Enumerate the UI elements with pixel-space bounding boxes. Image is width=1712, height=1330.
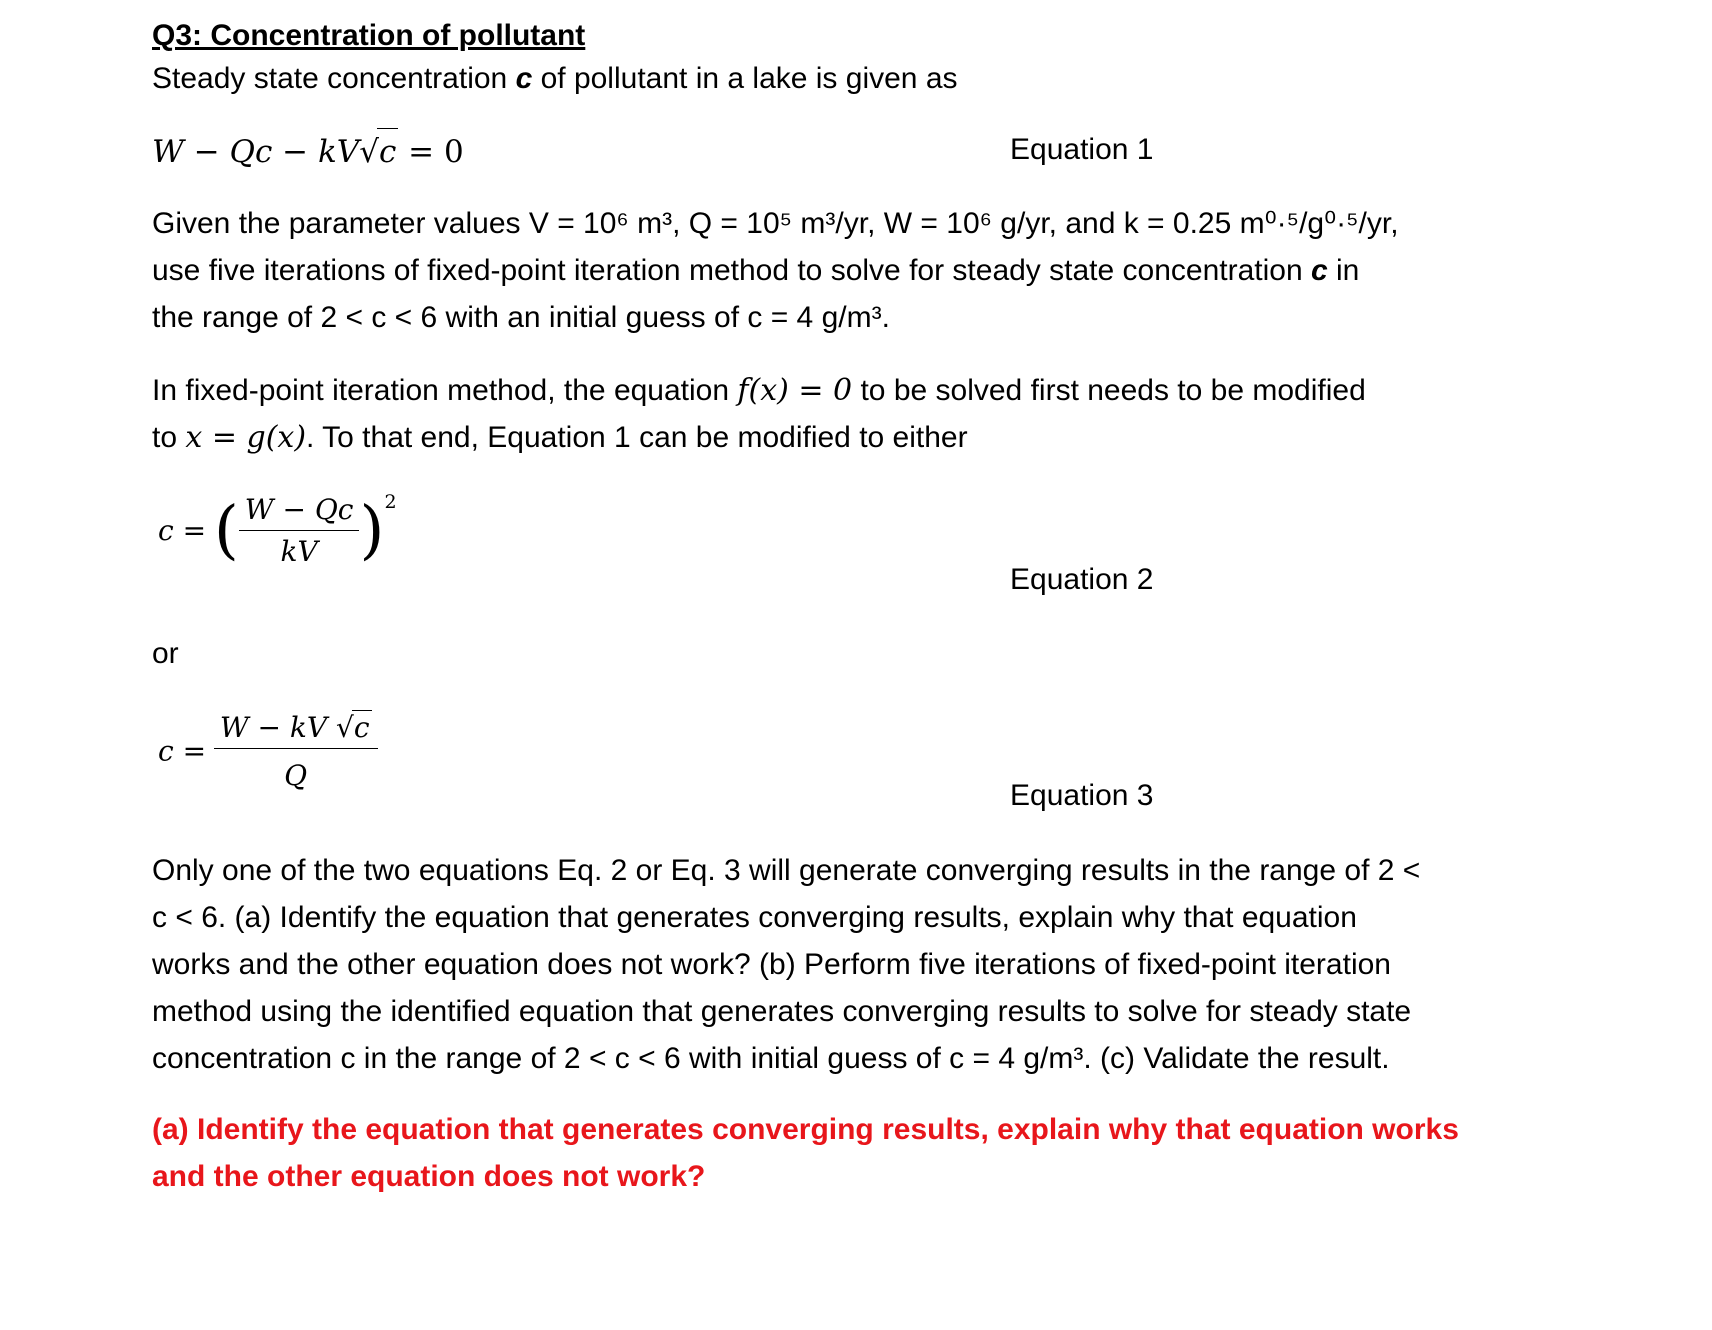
equation-2: c = ( $\frac{W - Qc}{kV}$ )$^2$ [158, 490, 397, 568]
equation-1-label: Equation 1 [1010, 133, 1154, 166]
given-line-1: Given the parameter values V = 10⁶ m³, Q = 10⁵ m³/yr, W = 10⁶ g/yr, and k = 0.25 m⁰·⁵/g⁰·⁵/yr, [152, 207, 1399, 240]
question-line-5: concentration c in the range of 2 < c < 6 with initial guess of c = 4 g/m³. (c) Validate the result. [152, 1042, 1390, 1075]
equation-3-label: Equation 3 [1010, 779, 1154, 812]
given-line-2: use five iterations of fixed-point iteration method to solve for steady state concentration c in [152, 254, 1360, 287]
given-line-3: the range of 2 < c < 6 with an initial guess of c = 4 g/m³. [152, 301, 890, 334]
intro-text: Steady state concentration c of pollutant in a lake is given as [152, 62, 958, 95]
question-title: Q3: Concentration of pollutant [152, 19, 586, 52]
question-line-1: Only one of the two equations Eq. 2 or Eq. 3 will generate converging results in the range of 2 < [152, 854, 1421, 887]
equation-1: W − Qc − kV√c = 0 [152, 128, 464, 176]
equation-3: c = $\frac{W - kV √c}{Q}$ [158, 710, 378, 792]
fixed-point-line-2: to x = g(x). To that end, Equation 1 can be modified to either [152, 420, 968, 455]
question-line-2: c < 6. (a) Identify the equation that generates converging results, explain why that equation [152, 901, 1357, 934]
question-line-4: method using the identified equation that generates converging results to solve for steady state [152, 995, 1412, 1028]
or-text: or [152, 637, 179, 670]
question-line-3: works and the other equation does not work? (b) Perform five iterations of fixed-point iteration [152, 948, 1391, 981]
highlight-line-2: and the other equation does not work? [152, 1160, 706, 1193]
fixed-point-line-1: In fixed-point iteration method, the equation f(x) = 0 to be solved first needs to be modified [152, 373, 1366, 408]
equation-2-label: Equation 2 [1010, 563, 1154, 596]
highlight-line-1: (a) Identify the equation that generates converging results, explain why that equation works [152, 1113, 1459, 1146]
